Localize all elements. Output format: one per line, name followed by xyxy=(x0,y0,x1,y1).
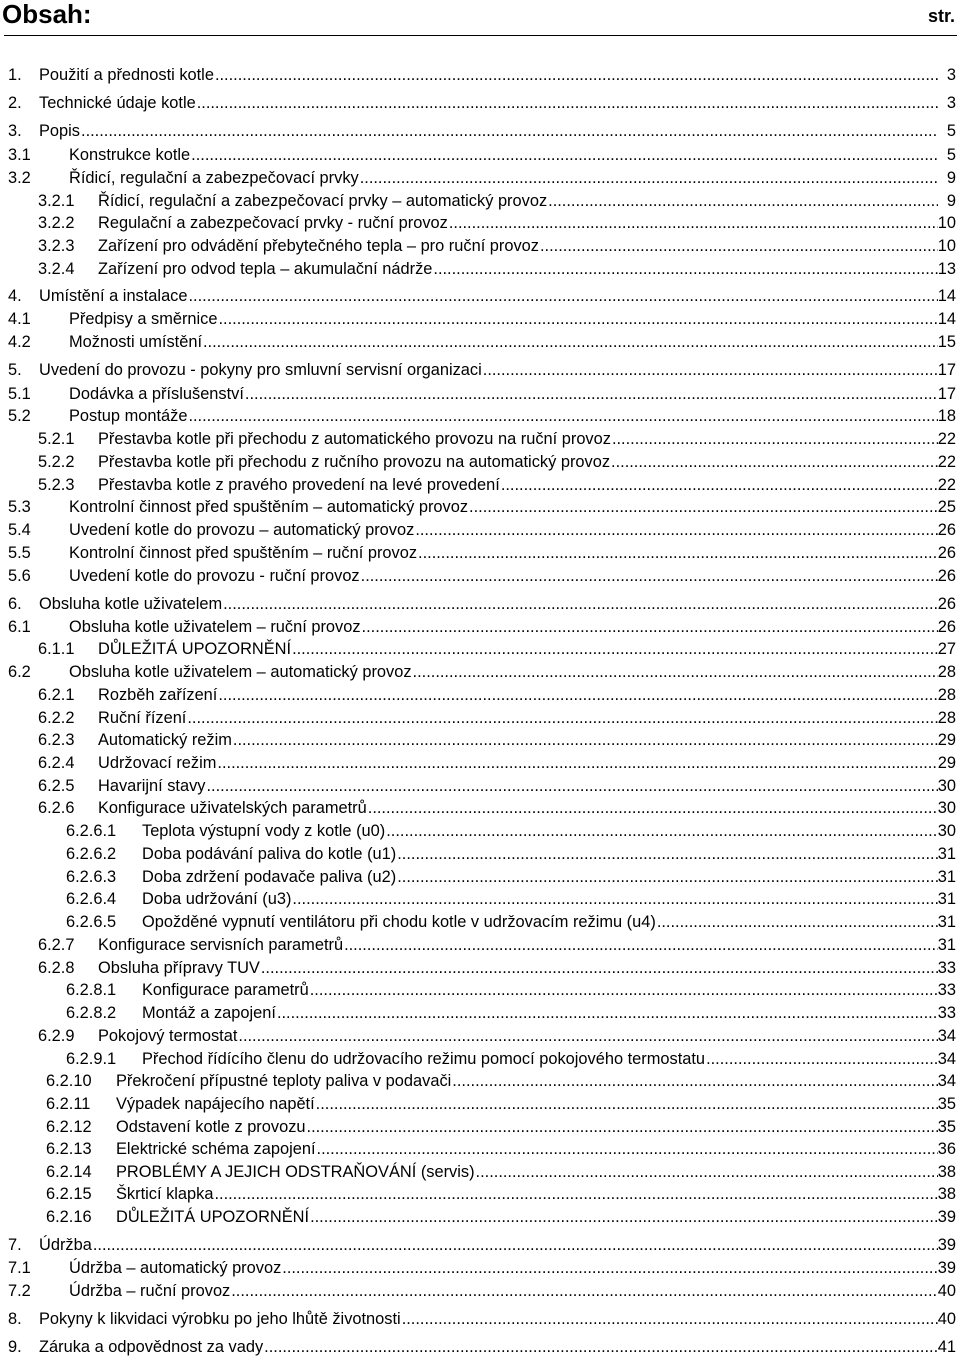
toc-entry-page: 26 xyxy=(937,544,956,562)
toc-entry[interactable] xyxy=(0,359,956,381)
toc-entry-page: 34 xyxy=(937,1072,956,1090)
toc-entry-number: 6.2.7 xyxy=(38,936,75,954)
toc-dot-leader xyxy=(310,1206,938,1228)
toc-entry-number: 6.2.14 xyxy=(46,1163,92,1181)
toc-entry-page: 34 xyxy=(937,1050,956,1068)
toc-entry-number: 6.2.1 xyxy=(38,686,75,704)
toc-entry-title: Přestavba kotle z pravého provedení na levé provedení xyxy=(98,476,500,494)
toc-entry[interactable] xyxy=(0,64,956,86)
toc-entry-number: 5.2 xyxy=(8,407,31,425)
toc-entry[interactable] xyxy=(0,934,956,956)
toc-entry[interactable] xyxy=(0,820,956,842)
toc-entry-title: Konfigurace servisních parametrů xyxy=(98,936,344,954)
toc-dot-leader xyxy=(218,684,937,706)
toc-entry-number: 6.2.8.2 xyxy=(66,1004,117,1022)
toc-dot-leader xyxy=(206,775,937,797)
toc-entry-page: 17 xyxy=(937,385,956,403)
toc-entry[interactable] xyxy=(0,1138,956,1160)
toc-entry-title: Elektrické schéma zapojení xyxy=(116,1140,316,1158)
toc-entry-title: Překročení přípustné teploty paliva v podavači xyxy=(116,1072,452,1090)
toc-entry-number: 6.2.5 xyxy=(38,777,75,795)
toc-entry[interactable] xyxy=(0,888,956,910)
toc-entry-number: 5. xyxy=(8,361,22,379)
toc-entry[interactable] xyxy=(0,638,956,660)
toc-entry-page: 30 xyxy=(937,799,956,817)
toc-entry[interactable] xyxy=(0,405,956,427)
toc-dot-leader xyxy=(292,888,937,910)
toc-entry[interactable] xyxy=(0,258,956,280)
toc-entry-page: 31 xyxy=(937,913,956,931)
toc-entry-page: 31 xyxy=(937,936,956,954)
toc-entry-page: 15 xyxy=(937,333,956,351)
toc-entry-title: DŮLEŽITÁ UPOZORNĚNÍ xyxy=(98,640,292,658)
toc-dot-leader xyxy=(344,934,938,956)
toc-entry-page: 35 xyxy=(937,1095,956,1113)
toc-entry-number: 6.2.6.2 xyxy=(66,845,117,863)
toc-entry-page: 26 xyxy=(937,618,956,636)
toc-entry-title: Konfigurace uživatelských parametrů xyxy=(98,799,367,817)
toc-entry-number: 6.2.9 xyxy=(38,1027,75,1045)
toc-dot-leader xyxy=(476,1161,938,1183)
toc-entry-number: 6.2.8.1 xyxy=(66,981,117,999)
toc-entry-number: 6.2.8 xyxy=(38,959,75,977)
toc-entry-page: 30 xyxy=(937,777,956,795)
toc-dot-leader xyxy=(215,64,938,86)
toc-entry[interactable] xyxy=(0,1308,956,1330)
toc-entry-page: 3 xyxy=(946,66,956,84)
toc-entry[interactable] xyxy=(0,235,956,257)
toc-entry[interactable] xyxy=(0,979,956,1001)
toc-entry-page: 22 xyxy=(937,476,956,494)
toc-entry-title: Montáž a zapojení xyxy=(142,1004,276,1022)
toc-entry-number: 6.2.6.5 xyxy=(66,913,117,931)
toc-entry-title: Dodávka a příslušenství xyxy=(69,385,244,403)
toc-entry-number: 6.2.3 xyxy=(38,731,75,749)
toc-entry-number: 3. xyxy=(8,122,22,140)
toc-entry-number: 6.1 xyxy=(8,618,31,636)
toc-dot-leader xyxy=(189,285,938,307)
toc-entry-number: 4. xyxy=(8,287,22,305)
toc-entry-title: Možnosti umístění xyxy=(69,333,202,351)
toc-entry-page: 18 xyxy=(937,407,956,425)
toc-entry[interactable] xyxy=(0,92,956,114)
toc-entry-number: 6.2.15 xyxy=(46,1185,92,1203)
toc-entry-number: 6.2.13 xyxy=(46,1140,92,1158)
toc-entry-title: Doba udržování (u3) xyxy=(142,890,292,908)
toc-dot-leader xyxy=(361,565,938,587)
toc-entry-title: Automatický režim xyxy=(98,731,232,749)
toc-entry-title: Popis xyxy=(39,122,81,140)
toc-entry-number: 6.2.4 xyxy=(38,754,75,772)
toc-entry-number: 6. xyxy=(8,595,22,613)
toc-dot-leader xyxy=(469,496,938,518)
toc-entry-title: Obsluha kotle uživatelem xyxy=(39,595,223,613)
toc-entry-page: 40 xyxy=(937,1282,956,1300)
toc-entry[interactable] xyxy=(0,707,956,729)
toc-entry[interactable] xyxy=(0,1234,956,1256)
toc-entry-page: 39 xyxy=(937,1259,956,1277)
toc-entry[interactable] xyxy=(0,308,956,330)
toc-entry[interactable] xyxy=(0,542,956,564)
toc-entry-title: Umístění a instalace xyxy=(39,287,188,305)
toc-entry[interactable] xyxy=(0,451,956,473)
toc-entry-number: 7.2 xyxy=(8,1282,31,1300)
toc-dot-leader xyxy=(413,661,938,683)
toc-entry-number: 3.2.3 xyxy=(38,237,75,255)
toc-entry-page: 27 xyxy=(937,640,956,658)
toc-dot-leader xyxy=(362,616,938,638)
toc-entry-title: Údržba – automatický provoz xyxy=(69,1259,282,1277)
toc-entry-title: Přestavba kotle při přechodu z automatického provozu na ruční provoz xyxy=(98,430,611,448)
toc-entry-number: 5.3 xyxy=(8,498,31,516)
toc-entry-number: 5.6 xyxy=(8,567,31,585)
toc-dot-leader xyxy=(307,1116,938,1138)
toc-entry-title: Použití a přednosti kotle xyxy=(39,66,214,84)
toc-entry[interactable] xyxy=(0,1280,956,1302)
toc-entry[interactable] xyxy=(0,1336,956,1358)
toc-entry-number: 5.4 xyxy=(8,521,31,539)
toc-dot-leader xyxy=(197,92,938,114)
toc-entry-title: Řídicí, regulační a zabezpečovací prvky – automatický provoz xyxy=(98,192,548,210)
toc-entry-title: Výpadek napájecího napětí xyxy=(116,1095,315,1113)
toc-entry-number: 6.2.9.1 xyxy=(66,1050,117,1068)
toc-dot-leader xyxy=(261,957,938,979)
toc-entry-number: 6.2.6.4 xyxy=(66,890,117,908)
toc-entry-page: 31 xyxy=(937,890,956,908)
toc-entry-number: 6.1.1 xyxy=(38,640,75,658)
toc-entry-title: DŮLEŽITÁ UPOZORNĚNÍ xyxy=(116,1208,310,1226)
toc-dot-leader xyxy=(452,1070,937,1092)
toc-dot-leader xyxy=(483,359,938,381)
toc-entry[interactable] xyxy=(0,190,956,212)
toc-entry-number: 6.2 xyxy=(8,663,31,681)
toc-dot-leader xyxy=(540,235,938,257)
toc-entry-number: 6.2.12 xyxy=(46,1118,92,1136)
toc-entry-number: 6.2.6.3 xyxy=(66,868,117,886)
toc-entry-page: 26 xyxy=(937,521,956,539)
toc-entry-title: Obsluha kotle uživatelem – automatický provoz xyxy=(69,663,412,681)
toc-entry[interactable] xyxy=(0,285,956,307)
toc-entry-title: Regulační a zabezpečovací prvky - ruční provoz xyxy=(98,214,448,232)
toc-dot-leader xyxy=(292,638,938,660)
toc-dot-leader xyxy=(282,1257,938,1279)
toc-dot-leader xyxy=(316,1093,938,1115)
toc-entry-title: Postup montáže xyxy=(69,407,188,425)
toc-entry[interactable] xyxy=(0,1257,956,1279)
toc-entry-title: Přechod řídícího členu do udržovacího režimu pomocí pokojového termostatu xyxy=(142,1050,706,1068)
toc-dot-leader xyxy=(218,308,937,330)
toc-dot-leader xyxy=(217,752,937,774)
toc-entry-page: 13 xyxy=(937,260,956,278)
toc-entry[interactable] xyxy=(0,729,956,751)
toc-entry[interactable] xyxy=(0,1116,956,1138)
toc-entry-number: 2. xyxy=(8,94,22,112)
toc-entry-number: 7.1 xyxy=(8,1259,31,1277)
toc-entry-page: 26 xyxy=(937,567,956,585)
toc-entry-page: 31 xyxy=(937,845,956,863)
toc-entry-page: 33 xyxy=(937,959,956,977)
toc-entry[interactable] xyxy=(0,1206,956,1228)
toc-dot-leader xyxy=(397,843,938,865)
toc-entry-number: 3.1 xyxy=(8,146,31,164)
toc-entry-page: 10 xyxy=(937,237,956,255)
toc-entry-number: 5.2.1 xyxy=(38,430,75,448)
toc-entry[interactable] xyxy=(0,496,956,518)
toc-entry-page: 35 xyxy=(937,1118,956,1136)
toc-entry[interactable] xyxy=(0,331,956,353)
toc-dot-leader xyxy=(187,707,937,729)
toc-entry-title: Pokojový termostat xyxy=(98,1027,238,1045)
toc-entry-number: 3.2.1 xyxy=(38,192,75,210)
toc-entry-title: Pokyny k likvidaci výrobku po jeho lhůtě životnosti xyxy=(39,1310,401,1328)
toc-entry[interactable] xyxy=(0,474,956,496)
toc-entry[interactable] xyxy=(0,428,956,450)
toc-dot-leader xyxy=(449,212,938,234)
toc-entry[interactable] xyxy=(0,1183,956,1205)
toc-dot-leader xyxy=(611,451,938,473)
toc-entry-page: 14 xyxy=(937,310,956,328)
toc-dot-leader xyxy=(368,797,938,819)
toc-dot-leader xyxy=(418,542,938,564)
toc-entry-title: Uvedení do provozu - pokyny pro smluvní servisní organizaci xyxy=(39,361,482,379)
toc-entry-title: Kontrolní činnost před spuštěním – ruční provoz xyxy=(69,544,418,562)
toc-entry-title: Obsluha přípravy TUV xyxy=(98,959,260,977)
toc-entry-page: 31 xyxy=(937,868,956,886)
toc-dot-leader xyxy=(277,1002,938,1024)
toc-entry-title: Zařízení pro odvod tepla – akumulační nádrže xyxy=(98,260,433,278)
toc-entry-number: 8. xyxy=(8,1310,22,1328)
toc-entry-title: Udržovací režim xyxy=(98,754,217,772)
toc-entry-number: 6.2.2 xyxy=(38,709,75,727)
toc-dot-leader xyxy=(415,519,937,541)
toc-entry[interactable] xyxy=(0,866,956,888)
toc-entry-number: 5.2.3 xyxy=(38,476,75,494)
toc-entry-page: 29 xyxy=(937,731,956,749)
toc-entry-title: Obsluha kotle uživatelem – ruční provoz xyxy=(69,618,361,636)
toc-entry-title: Havarijní stavy xyxy=(98,777,206,795)
toc-entry-title: Rozběh zařízení xyxy=(98,686,218,704)
toc-dot-leader xyxy=(317,1138,938,1160)
toc-entry-title: Konfigurace parametrů xyxy=(142,981,309,999)
toc-entry-page: 38 xyxy=(937,1185,956,1203)
toc-entry-number: 6.2.11 xyxy=(46,1095,91,1113)
toc-dot-leader xyxy=(81,120,938,142)
toc-dot-leader xyxy=(360,167,938,189)
toc-entry[interactable] xyxy=(0,684,956,706)
toc-entry-title: Škrticí klapka xyxy=(116,1185,214,1203)
toc-dot-leader xyxy=(386,820,938,842)
toc-entry-title: Uvedení kotle do provozu – automatický provoz xyxy=(69,521,415,539)
toc-entry-page: 33 xyxy=(937,1004,956,1022)
toc-entry[interactable] xyxy=(0,593,956,615)
toc-dot-leader xyxy=(233,729,938,751)
toc-entry-page: 28 xyxy=(937,663,956,681)
toc-entry[interactable] xyxy=(0,565,956,587)
toc-entry[interactable] xyxy=(0,1048,956,1070)
toc-dot-leader xyxy=(402,1308,938,1330)
toc-entry[interactable] xyxy=(0,383,956,405)
toc-entry-number: 3.2 xyxy=(8,169,31,187)
toc-entry-page: 40 xyxy=(937,1310,956,1328)
toc-entry-page: 9 xyxy=(946,169,956,187)
toc-entry-number: 5.1 xyxy=(8,385,31,403)
toc-entry-page: 25 xyxy=(937,498,956,516)
toc-entry[interactable] xyxy=(0,1093,956,1115)
toc-entry-title: Přestavba kotle při přechodu z ručního provozu na automatický provoz xyxy=(98,453,611,471)
toc-entry-title: Zařízení pro odvádění přebytečného tepla – pro ruční provoz xyxy=(98,237,539,255)
toc-entry[interactable] xyxy=(0,752,956,774)
toc-dot-leader xyxy=(612,428,938,450)
toc-dot-leader xyxy=(245,383,938,405)
toc-dot-leader xyxy=(706,1048,938,1070)
toc-entry-page: 41 xyxy=(937,1338,956,1356)
toc-entry-title: Opožděné vypnutí ventilátoru při chodu kotle v udržovacím režimu (u4) xyxy=(142,913,656,931)
toc-entry-page: 36 xyxy=(937,1140,956,1158)
toc-entry-page: 9 xyxy=(946,192,956,210)
toc-entry-number: 3.2.4 xyxy=(38,260,75,278)
toc-entry-number: 6.2.6 xyxy=(38,799,75,817)
toc-entry[interactable] xyxy=(0,1025,956,1047)
toc-entry-page: 5 xyxy=(946,122,956,140)
toc-entry-page: 3 xyxy=(946,94,956,112)
toc-entry-title: Technické údaje kotle xyxy=(39,94,196,112)
page-title: Obsah: xyxy=(2,0,92,29)
toc-entry-page: 10 xyxy=(937,214,956,232)
toc-entry-page: 39 xyxy=(937,1236,956,1254)
toc-dot-leader xyxy=(188,405,937,427)
toc-dot-leader xyxy=(433,258,937,280)
toc-dot-leader xyxy=(501,474,938,496)
toc-entry[interactable] xyxy=(0,144,956,166)
toc-entry[interactable] xyxy=(0,1070,956,1092)
toc-entry-page: 26 xyxy=(937,595,956,613)
toc-entry-page: 22 xyxy=(937,453,956,471)
toc-entry[interactable] xyxy=(0,1161,956,1183)
toc-entry[interactable] xyxy=(0,212,956,234)
toc-dot-leader xyxy=(238,1025,937,1047)
toc-entry-title: Konstrukce kotle xyxy=(69,146,191,164)
toc-entry[interactable] xyxy=(0,120,956,142)
toc-dot-leader xyxy=(231,1280,938,1302)
toc-entry-page: 28 xyxy=(937,686,956,704)
toc-entry-page: 38 xyxy=(937,1163,956,1181)
toc-entry[interactable] xyxy=(0,957,956,979)
toc-entry-title: Uvedení kotle do provozu - ruční provoz xyxy=(69,567,360,585)
toc-entry[interactable] xyxy=(0,911,956,933)
toc-entry-title: Odstavení kotle z provozu xyxy=(116,1118,306,1136)
toc-entry[interactable] xyxy=(0,167,956,189)
toc-dot-leader xyxy=(214,1183,937,1205)
toc-entry-number: 4.1 xyxy=(8,310,31,328)
toc-entry-title: Kontrolní činnost před spuštěním – automatický provoz xyxy=(69,498,469,516)
toc-entry-title: Záruka a odpovědnost za vady xyxy=(39,1338,264,1356)
toc-entry-page: 30 xyxy=(937,822,956,840)
toc-dot-leader xyxy=(191,144,938,166)
toc-entry-number: 6.2.16 xyxy=(46,1208,92,1226)
toc-entry-page: 17 xyxy=(937,361,956,379)
toc-entry-page: 5 xyxy=(946,146,956,164)
toc-entry-title: Doba podávání paliva do kotle (u1) xyxy=(142,845,397,863)
toc-entry-number: 4.2 xyxy=(8,333,31,351)
page-column-label: str. xyxy=(927,6,955,26)
toc-dot-leader xyxy=(203,331,938,353)
toc-entry[interactable] xyxy=(0,843,956,865)
toc-entry[interactable] xyxy=(0,797,956,819)
toc-entry-title: PROBLÉMY A JEJICH ODSTRAŇOVÁNÍ (servis) xyxy=(116,1163,475,1181)
toc-dot-leader xyxy=(397,866,938,888)
toc-entry[interactable] xyxy=(0,519,956,541)
toc-entry-number: 3.2.2 xyxy=(38,214,75,232)
toc-entry[interactable] xyxy=(0,661,956,683)
toc-entry-title: Teplota výstupní vody z kotle (u0) xyxy=(142,822,386,840)
toc-entry-page: 39 xyxy=(937,1208,956,1226)
toc-dot-leader xyxy=(223,593,938,615)
toc-entry[interactable] xyxy=(0,775,956,797)
toc-entry[interactable] xyxy=(0,616,956,638)
toc-dot-leader xyxy=(264,1336,938,1358)
toc-entry[interactable] xyxy=(0,1002,956,1024)
toc-entry-title: Předpisy a směrnice xyxy=(69,310,218,328)
toc-entry-title: Údržba xyxy=(39,1236,92,1254)
toc-entry-number: 6.2.6.1 xyxy=(66,822,117,840)
toc-entry-title: Řídicí, regulační a zabezpečovací prvky xyxy=(69,169,359,187)
toc-entry-number: 7. xyxy=(8,1236,22,1254)
toc-entry-number: 1. xyxy=(8,66,22,84)
toc-dot-leader xyxy=(310,979,938,1001)
toc-entry-page: 33 xyxy=(937,981,956,999)
toc-entry-page: 14 xyxy=(937,287,956,305)
toc-entry-number: 9. xyxy=(8,1338,22,1356)
toc-entry-page: 28 xyxy=(937,709,956,727)
toc-entry-page: 22 xyxy=(937,430,956,448)
toc-dot-leader xyxy=(93,1234,938,1256)
toc-entry-title: Ruční řízení xyxy=(98,709,187,727)
toc-entry-number: 5.5 xyxy=(8,544,31,562)
toc-entry-number: 5.2.2 xyxy=(38,453,75,471)
toc-entry-title: Doba zdržení podavače paliva (u2) xyxy=(142,868,397,886)
toc-dot-leader xyxy=(548,190,938,212)
toc-dot-leader xyxy=(657,911,938,933)
toc-entry-number: 6.2.10 xyxy=(46,1072,92,1090)
toc-entry-title: Údržba – ruční provoz xyxy=(69,1282,231,1300)
toc-entry-page: 29 xyxy=(937,754,956,772)
toc-entry-page: 34 xyxy=(937,1027,956,1045)
